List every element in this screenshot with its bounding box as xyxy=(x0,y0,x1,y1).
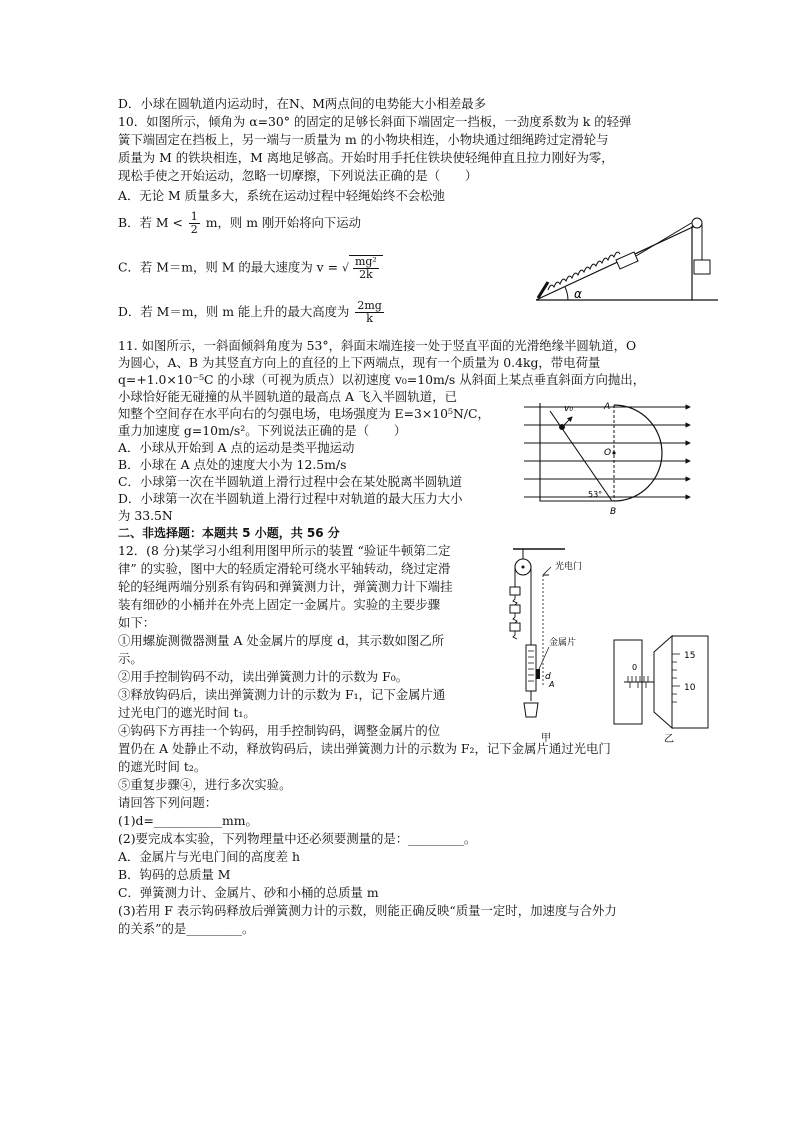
section-heading: 二、非选择题：本题共 5 小题，共 56 分 xyxy=(118,526,340,540)
q10-option-c-sqrt: √ $\frac{\text{mg²}}{2k}$ xyxy=(342,255,383,281)
q12-question-1: (1)d=___________mm。 xyxy=(118,813,258,828)
q12-line: 12．(8 分)某学习小组利用图甲所示的装置 “验证牛顿第二定 xyxy=(118,543,451,558)
gate-label: 光电门 xyxy=(555,562,583,572)
q12-figure-jia xyxy=(505,545,605,745)
q11-line: q=+1.0×10⁻⁵C 的小球（可视为质点）以初速度 v₀=10m/s 从斜面上某点垂直斜面方向抛出， xyxy=(118,372,646,387)
q12-step: 示。 xyxy=(118,651,143,666)
q11-option: 为 33.5N xyxy=(118,508,173,523)
q10-figure xyxy=(530,210,720,310)
tick-0: 0 xyxy=(632,663,638,672)
q11-line: 为圆心，A、B 为其竖直方向上的直径的上下两端点，现有一个质量为 0.4kg，带电荷量 xyxy=(118,355,601,370)
q12-step: 过光电门的遮光时间 t₁。 xyxy=(118,705,256,720)
q11-line: 重力加速度 g=10m/s²。下列说法正确的是（ ） xyxy=(118,423,407,438)
point-a-label: A xyxy=(604,402,611,412)
q12-step: ⑤重复步骤④，进行多次实验。 xyxy=(118,777,292,792)
a-label: A xyxy=(549,680,555,689)
q10-stem-line: 现松手使之开始运动，忽略一切摩擦，下列说法正确的是（ ） xyxy=(118,168,478,183)
fraction-denominator: 2k xyxy=(359,268,373,281)
q12-line: 装有细砂的小桶并在外壳上固定一金属片。实验的主要步骤 xyxy=(118,597,441,612)
q12-line: 轮的轻绳两端分别系有钩码和弹簧测力计，弹簧测力计下端挂 xyxy=(118,579,453,594)
q10-option-d-fraction xyxy=(355,300,383,325)
point-b-label: B xyxy=(610,507,617,517)
q10-option-b-post: m，则 m 刚开始将向下运动 xyxy=(205,215,362,230)
q10-option-c-fraction xyxy=(353,256,379,281)
q11-line: 知整个空间存在水平向右的匀强电场，电场强度为 E=3×10⁵N/C， xyxy=(118,406,490,421)
q12-step: ①用螺旋测微器测量 A 处金属片的厚度 d，其示数如图乙所 xyxy=(118,633,445,648)
q12-option-a: A．金属片与光电门间的高度差 h xyxy=(118,849,300,864)
fraction-denominator: 2 xyxy=(190,223,198,236)
q10-option-b-fraction xyxy=(189,211,200,236)
q10-option-a: A．无论 M 质量多大，系统在运动过程中轻绳始终不会松弛 xyxy=(118,188,445,203)
q11-option: B．小球在 A 点处的速度大小为 12.5m/s xyxy=(118,457,347,472)
q12-question-3-cont: 的关系”的是_________。 xyxy=(118,921,255,936)
yi-caption: 乙 xyxy=(664,734,674,745)
q10-stem-line: 簧下端固定在挡板上，另一端与一质量为 m 的小物块相连，小物块通过细绳跨过定滑轮与 xyxy=(118,132,609,147)
q12-step: 置仍在 A 处静止不动，释放钩码后，读出弹簧测力计的示数为 F₂，记下金属片通过光电门 xyxy=(118,741,611,756)
q11-figure xyxy=(520,395,700,517)
q12-option-c: C．弹簧测力计、金属片、砂和小桶的总质量 m xyxy=(118,885,379,900)
fraction-numerator: 2mg xyxy=(357,299,382,312)
q12-line: 请回答下列问题： xyxy=(118,795,218,810)
metal-label: 金属片 xyxy=(549,638,577,648)
fraction-numerator: mg² xyxy=(354,255,377,268)
v0-label: v₀ xyxy=(564,404,573,414)
alpha-label: α xyxy=(574,287,582,301)
q11-option: D．小球第一次在半圆轨道上滑行过程中对轨道的最大压力大小 xyxy=(118,491,463,506)
q11-option: A．小球从开始到 A 点的运动是类平抛运动 xyxy=(118,440,355,455)
q11-line: 11. 如图所示，一斜面倾斜角度为 53°，斜面末端连接一处于竖直平面的光滑绝缘半圆轨道，O xyxy=(118,338,637,353)
q10-stem-line: 10．如图所示，倾角为 α=30° 的固定的足够长斜面下端固定一挡板，一劲度系数为 k 的轻弹 xyxy=(118,114,632,129)
jia-caption: 甲 xyxy=(541,733,551,744)
q12-step: 的遮光时间 t₂。 xyxy=(118,759,207,774)
q10-option-b-pre: B．若 M < xyxy=(118,215,183,230)
q10-option-d xyxy=(118,300,386,325)
q10-option-b xyxy=(118,211,361,236)
fraction-numerator: 1 xyxy=(190,210,198,223)
q12-step: ④钩码下方再挂一个钩码，用手控制钩码，调整金属片的位 xyxy=(118,723,441,738)
q12-line: 律” 的实验，图中大的轻质定滑轮可绕水平轴转动，绕过定滑 xyxy=(118,561,451,576)
angle-label: 53° xyxy=(588,490,603,499)
point-o-label: O xyxy=(604,448,612,458)
q12-step: ③释放钩码后，读出弹簧测力计的示数为 F₁，记下金属片通 xyxy=(118,687,446,702)
q11-option: C．小球第一次在半圆轨道上滑行过程中会在某处脱离半圆轨道 xyxy=(118,474,463,489)
q10-option-c xyxy=(118,255,383,281)
d-label: d xyxy=(545,672,551,682)
q12-step: ②用手控制钩码不动，读出弹簧测力计的示数为 F₀。 xyxy=(118,669,409,684)
q12-figure-yi xyxy=(610,630,720,745)
fraction-denominator: k xyxy=(366,312,373,325)
q12-question-2: (2)要完成本实验，下列物理量中还必须要测量的是：_________。 xyxy=(118,831,477,846)
q12-question-3: (3)若用 F 表示钩码释放后弹簧测力计的示数，则能正确反映“质量一定时，加速度与合外力 xyxy=(118,903,617,918)
tick-10: 10 xyxy=(684,683,696,693)
q12-line: 如下： xyxy=(118,615,156,630)
tick-15: 15 xyxy=(684,651,696,661)
q10-option-d-pre: D．若 M＝m，则 m 能上升的最大高度为 xyxy=(118,304,350,319)
q9-option-d: D．小球在圆轨道内运动时，在N、M两点间的电势能大小相差最多 xyxy=(118,96,487,111)
q10-option-c-pre: C．若 M＝m，则 M 的最大速度为 v = xyxy=(118,259,338,275)
q12-option-b: B．钩码的总质量 M xyxy=(118,867,231,882)
q11-line: 小球恰好能无碰撞的从半圆轨道的最高点 A 飞入半圆轨道，已 xyxy=(118,389,457,404)
q10-stem-line: 质量为 M 的铁块相连，M 离地足够高。开始时用手托住铁块使轻绳伸直且拉力刚好为零， xyxy=(118,150,614,165)
